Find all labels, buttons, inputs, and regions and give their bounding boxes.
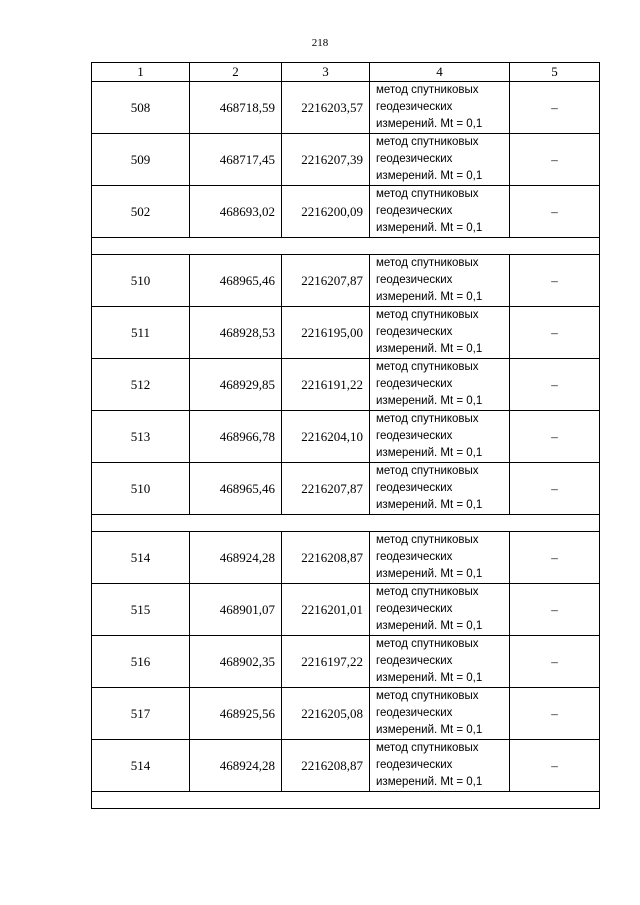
separator-row	[92, 238, 600, 255]
method-cell	[370, 584, 510, 636]
method-line-3: измерений. Mt = 0,1	[376, 170, 483, 182]
point-number-cell: 509	[92, 134, 190, 186]
separator-row	[92, 515, 600, 532]
method-cell	[370, 359, 510, 411]
table-row	[92, 463, 600, 515]
method-cell	[370, 411, 510, 463]
point-number-cell: 516	[92, 636, 190, 688]
method-line-3: измерений. Mt = 0,1	[376, 395, 483, 407]
point-number-cell: 515	[92, 584, 190, 636]
method-line-3: измерений. Mt = 0,1	[376, 724, 483, 736]
table-row	[92, 82, 600, 134]
description-cell: –	[510, 186, 600, 238]
description-cell: –	[510, 82, 600, 134]
method-line-2: геодезических	[376, 759, 453, 771]
method-line-3: измерений. Mt = 0,1	[376, 291, 483, 303]
point-number-cell: 514	[92, 740, 190, 792]
method-line-3: измерений. Mt = 0,1	[376, 776, 483, 788]
point-number-cell: 508	[92, 82, 190, 134]
y-coordinate-cell: 2216205,08	[282, 688, 370, 740]
method-line-2: геодезических	[376, 274, 453, 286]
table-row	[92, 411, 600, 463]
description-cell: –	[510, 636, 600, 688]
table-row	[92, 359, 600, 411]
point-number-cell: 510	[92, 255, 190, 307]
x-coordinate-cell: 468901,07	[190, 584, 282, 636]
y-coordinate-cell: 2216207,87	[282, 463, 370, 515]
method-line-2: геодезических	[376, 326, 453, 338]
y-coordinate-cell: 2216207,39	[282, 134, 370, 186]
method-cell	[370, 82, 510, 134]
method-cell	[370, 255, 510, 307]
method-line-1: метод спутниковых	[376, 188, 479, 200]
method-line-1: метод спутниковых	[376, 534, 479, 546]
y-coordinate-cell: 2216195,00	[282, 307, 370, 359]
point-number-cell: 511	[92, 307, 190, 359]
method-cell	[370, 307, 510, 359]
description-cell: –	[510, 740, 600, 792]
y-coordinate-cell: 2216200,09	[282, 186, 370, 238]
method-cell	[370, 688, 510, 740]
y-coordinate-cell: 2216208,87	[282, 532, 370, 584]
y-coordinate-cell: 2216204,10	[282, 411, 370, 463]
y-coordinate-cell: 2216201,01	[282, 584, 370, 636]
point-number-cell: 510	[92, 463, 190, 515]
x-coordinate-cell: 468928,53	[190, 307, 282, 359]
method-line-1: метод спутниковых	[376, 638, 479, 650]
description-cell: –	[510, 411, 600, 463]
y-coordinate-cell: 2216197,22	[282, 636, 370, 688]
method-line-2: геодезических	[376, 205, 453, 217]
coordinates-table	[91, 62, 600, 809]
x-coordinate-cell: 468965,46	[190, 255, 282, 307]
description-cell: –	[510, 134, 600, 186]
x-coordinate-cell: 468717,45	[190, 134, 282, 186]
y-coordinate-cell: 2216207,87	[282, 255, 370, 307]
method-line-1: метод спутниковых	[376, 413, 479, 425]
method-line-2: геодезических	[376, 707, 453, 719]
method-cell	[370, 740, 510, 792]
description-cell: –	[510, 584, 600, 636]
method-line-3: измерений. Mt = 0,1	[376, 672, 483, 684]
method-cell	[370, 134, 510, 186]
description-cell: –	[510, 532, 600, 584]
point-number-cell: 517	[92, 688, 190, 740]
table-row	[92, 584, 600, 636]
method-line-2: геодезических	[376, 482, 453, 494]
method-line-1: метод спутниковых	[376, 465, 479, 477]
description-cell: –	[510, 307, 600, 359]
x-coordinate-cell: 468902,35	[190, 636, 282, 688]
table-row	[92, 636, 600, 688]
table-row	[92, 532, 600, 584]
method-line-3: измерений. Mt = 0,1	[376, 568, 483, 580]
method-cell	[370, 463, 510, 515]
y-coordinate-cell: 2216203,57	[282, 82, 370, 134]
method-cell	[370, 186, 510, 238]
method-line-1: метод спутниковых	[376, 136, 479, 148]
method-line-3: измерений. Mt = 0,1	[376, 118, 483, 130]
method-line-1: метод спутниковых	[376, 361, 479, 373]
table-row	[92, 688, 600, 740]
x-coordinate-cell: 468925,56	[190, 688, 282, 740]
method-line-2: геодезических	[376, 378, 453, 390]
point-number-cell: 513	[92, 411, 190, 463]
point-number-cell: 512	[92, 359, 190, 411]
method-line-1: метод спутниковых	[376, 690, 479, 702]
table-row	[92, 186, 600, 238]
table-header-row	[92, 63, 600, 82]
header-cell-1: 1	[92, 63, 190, 82]
x-coordinate-cell: 468924,28	[190, 532, 282, 584]
table-row	[92, 740, 600, 792]
method-line-2: геодезических	[376, 101, 453, 113]
separator-cell	[92, 792, 600, 809]
method-line-1: метод спутниковых	[376, 742, 479, 754]
x-coordinate-cell: 468966,78	[190, 411, 282, 463]
description-cell: –	[510, 688, 600, 740]
header-cell-4: 4	[370, 63, 510, 82]
method-line-3: измерений. Mt = 0,1	[376, 222, 483, 234]
page-number: 218	[311, 37, 329, 49]
method-line-3: измерений. Mt = 0,1	[376, 620, 483, 632]
separator-row	[92, 792, 600, 809]
method-line-1: метод спутниковых	[376, 84, 479, 96]
method-line-1: метод спутниковых	[376, 309, 479, 321]
y-coordinate-cell: 2216208,87	[282, 740, 370, 792]
method-line-2: геодезических	[376, 551, 453, 563]
x-coordinate-cell: 468693,02	[190, 186, 282, 238]
separator-cell	[92, 238, 600, 255]
x-coordinate-cell: 468929,85	[190, 359, 282, 411]
method-cell	[370, 636, 510, 688]
table-row	[92, 255, 600, 307]
x-coordinate-cell: 468718,59	[190, 82, 282, 134]
method-line-1: метод спутниковых	[376, 257, 479, 269]
method-line-3: измерений. Mt = 0,1	[376, 447, 483, 459]
method-line-1: метод спутниковых	[376, 586, 479, 598]
method-line-3: измерений. Mt = 0,1	[376, 499, 483, 511]
point-number-cell: 514	[92, 532, 190, 584]
method-line-2: геодезических	[376, 430, 453, 442]
separator-cell	[92, 515, 600, 532]
description-cell: –	[510, 255, 600, 307]
header-cell-2: 2	[190, 63, 282, 82]
description-cell: –	[510, 359, 600, 411]
header-cell-5: 5	[510, 63, 600, 82]
header-cell-3: 3	[282, 63, 370, 82]
method-line-3: измерений. Mt = 0,1	[376, 343, 483, 355]
table-row	[92, 134, 600, 186]
method-line-2: геодезических	[376, 655, 453, 667]
table-row	[92, 307, 600, 359]
point-number-cell: 502	[92, 186, 190, 238]
method-line-2: геодезических	[376, 603, 453, 615]
description-cell: –	[510, 463, 600, 515]
method-line-2: геодезических	[376, 153, 453, 165]
x-coordinate-cell: 468924,28	[190, 740, 282, 792]
method-cell	[370, 532, 510, 584]
y-coordinate-cell: 2216191,22	[282, 359, 370, 411]
x-coordinate-cell: 468965,46	[190, 463, 282, 515]
